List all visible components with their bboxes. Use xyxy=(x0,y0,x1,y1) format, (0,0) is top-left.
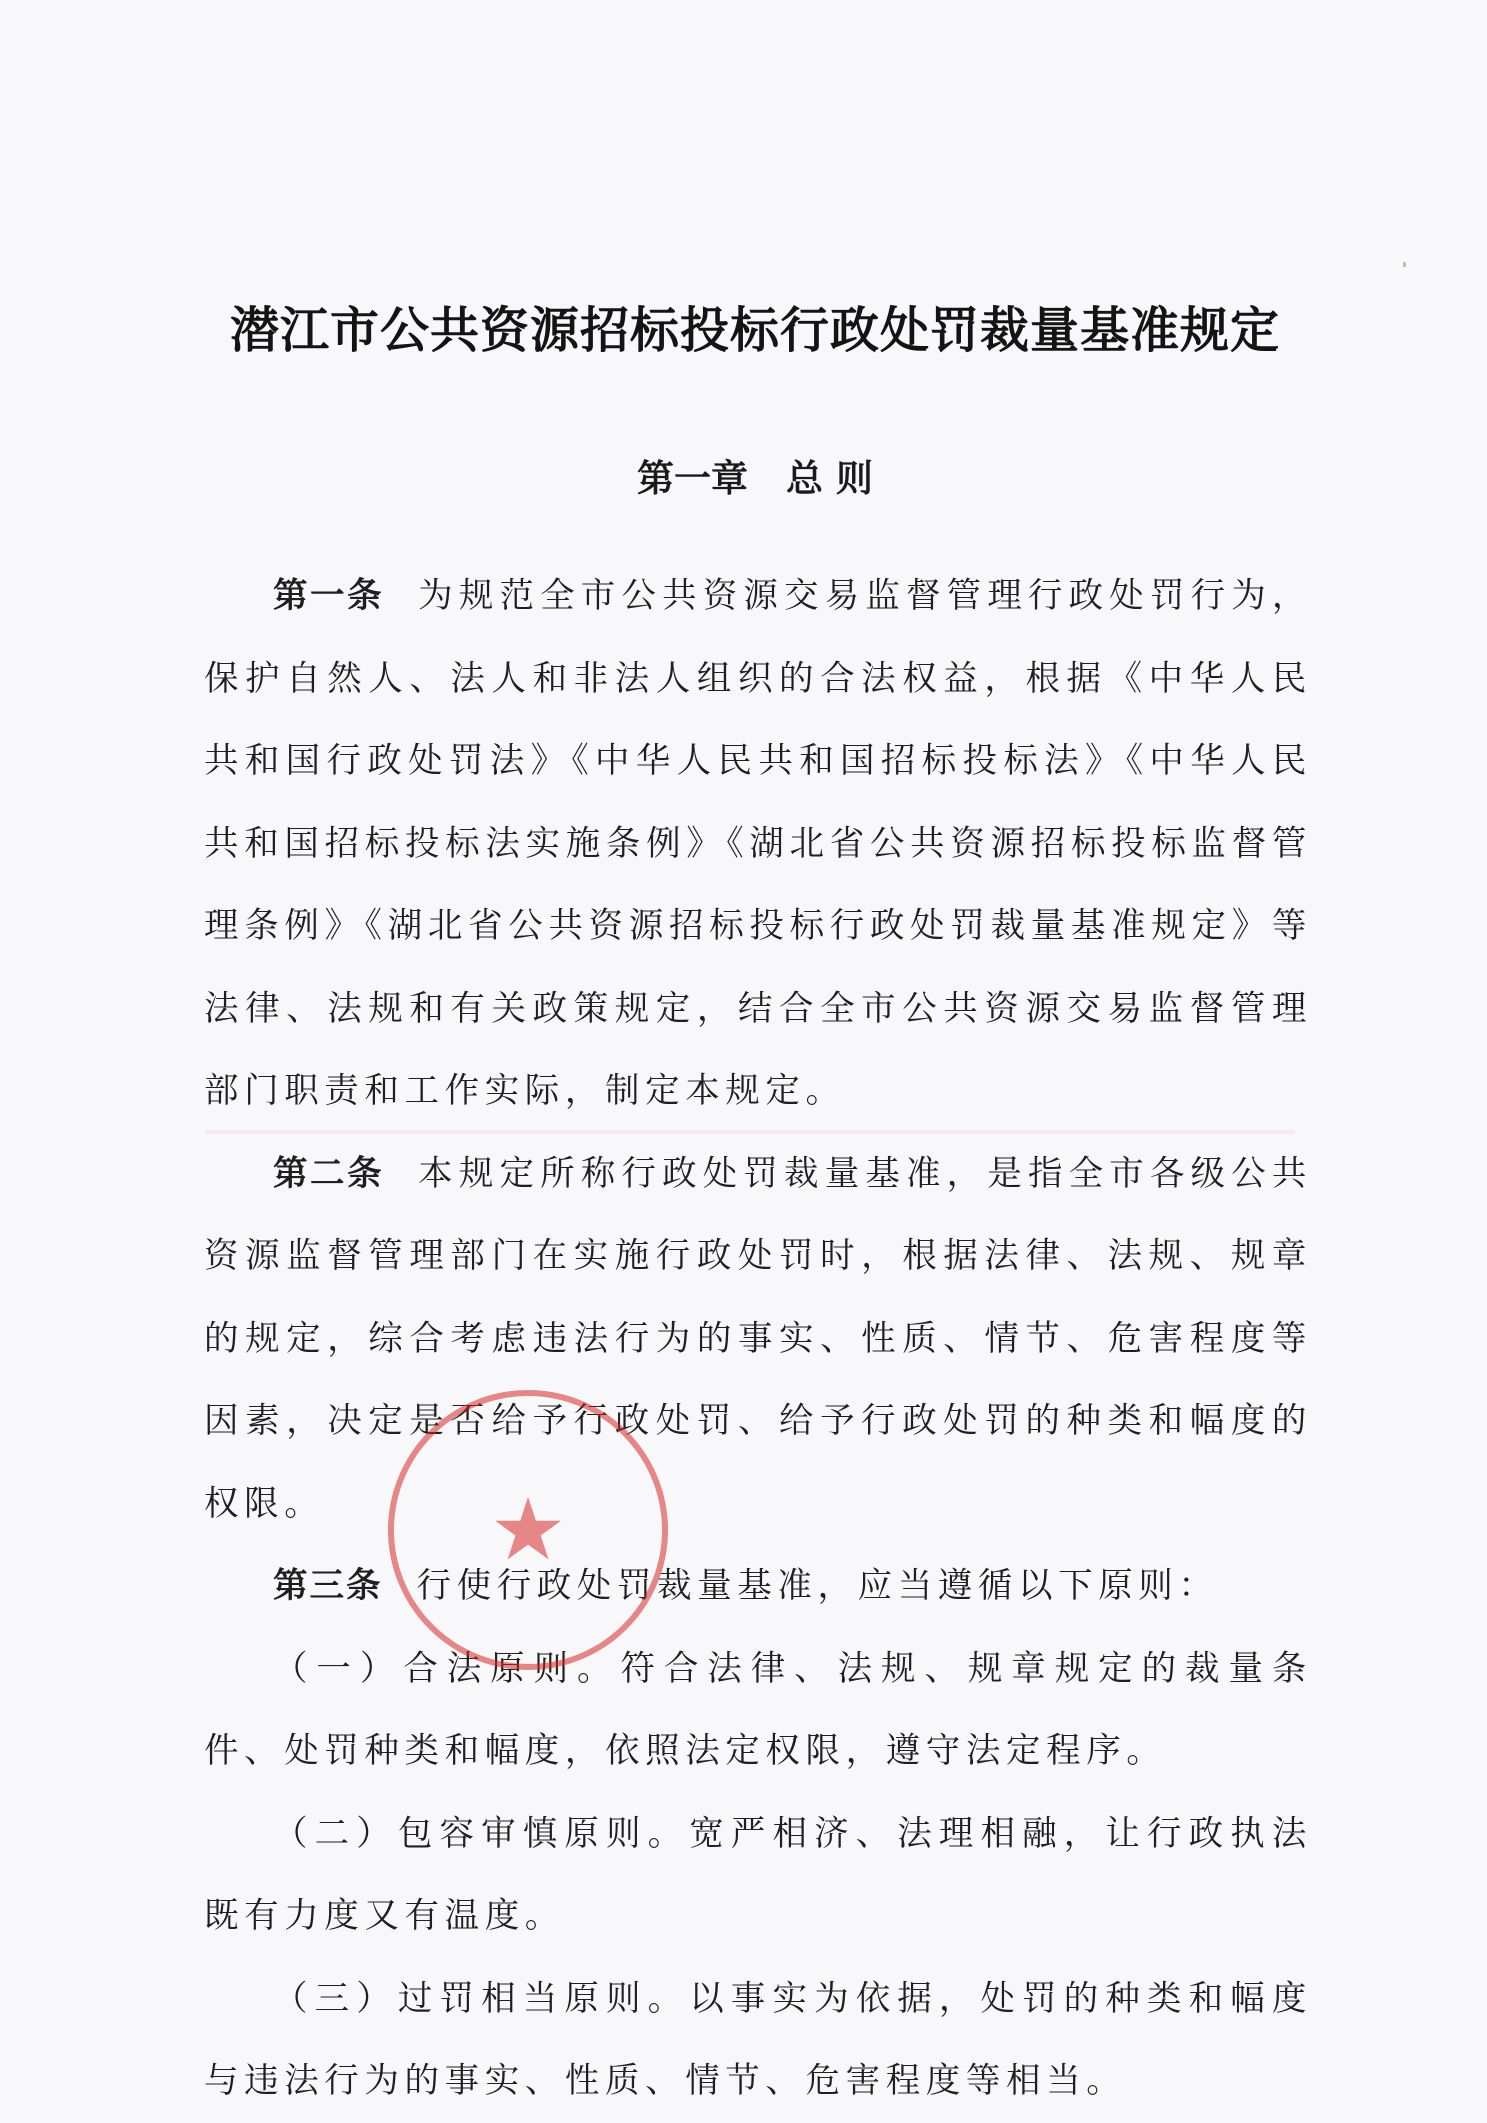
article-3 xyxy=(204,1545,1312,1628)
chapter-heading xyxy=(200,448,1310,502)
star-icon: ★ xyxy=(489,1480,567,1580)
principle-3: （三）过罚相当原则。以事实为依据，处罚的种类和幅度与违法行为的事实、性质、情节、危害程度等相当。 xyxy=(204,1978,1312,2101)
article-2 xyxy=(204,1133,1312,1546)
chapter-name: 总 则 xyxy=(786,457,873,500)
document-body xyxy=(204,555,1312,2123)
official-seal xyxy=(388,1390,668,1670)
article-text: 本规定所称行政处罚裁量基准，是指全市各级公共资源监督管理部门在实施行政处罚时，根据法律、法规、规章的规定，综合考虑违法行为的事实、性质、情节、危害程度等因素，决定是否给予行政处罚、给予行政处罚的种类和幅度的权限。 xyxy=(204,1153,1313,1524)
article-text: 行使行政处罚裁量基准，应当遵循以下原则： xyxy=(416,1566,1219,1606)
chapter-number: 第一章 xyxy=(637,457,749,500)
article-1 xyxy=(204,555,1312,1133)
article-lead: 第一条 xyxy=(273,576,385,616)
scan-speck xyxy=(1403,262,1406,267)
article-lead: 第三条 xyxy=(273,1566,383,1606)
article-lead: 第二条 xyxy=(273,1153,385,1194)
article-text: 为规范全市公共资源交易监督管理行政处罚行为，保护自然人、法人和非法人组织的合法权益，根据《中华人民共和国行政处罚法》《中华人民共和国招标投标法》《中华人民共和国招标投标法实施条例》《湖北省公共资源招标投标监督管理条例》《湖北省公共资源招标投标行政处罚裁量基准规定》等法律、法规和有关政策规定，结合全市公共资源交易监督管理部门职责和工作实际，制定本规定。 xyxy=(204,576,1313,1111)
document-title: 潜江市公共资源招标投标行政处罚裁量基准规定 xyxy=(229,301,1280,359)
principle-2: （二）包容审慎原则。宽严相济、法理相融，让行政执法既有力度又有温度。 xyxy=(204,1813,1312,1936)
principle-1: （一）合法原则。符合法律、法规、规章规定的裁量条件、处罚种类和幅度，依照法定权限，遵守法定程序。 xyxy=(204,1648,1312,1771)
